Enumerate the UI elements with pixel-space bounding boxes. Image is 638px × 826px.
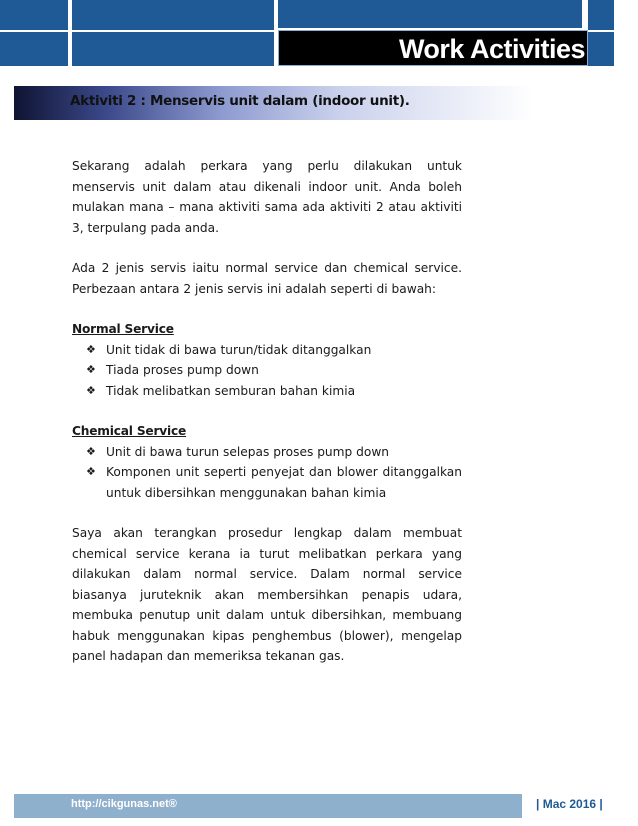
diamond-bullet-icon: ❖ <box>86 363 96 376</box>
chemical-service-heading: Chemical Service <box>72 424 187 438</box>
list-item <box>72 442 462 463</box>
footer-date: | Mac 2016 | <box>536 797 603 811</box>
header-block <box>0 0 68 30</box>
paragraph-procedure: Saya akan terangkan prosedur lengkap dalam membuat chemical service kerana ia turut melibatkan perkara yang dilakukan dalam normal service. Dalam normal service biasanya juruteknik akan membersihkan penapis udara, membuka penutup unit dalam untuk dibersihkan, membuang habuk menggunakan kipas penghembus (blower), mengelap panel hadapan dan memeriksa tekanan gas. <box>72 526 462 663</box>
document-body <box>72 156 462 667</box>
diamond-bullet-icon: ❖ <box>86 383 96 397</box>
header-block <box>72 32 274 66</box>
page-title: Work Activities <box>398 34 585 64</box>
diamond-bullet-icon: ❖ <box>86 465 96 478</box>
list-item <box>72 340 462 361</box>
header-block <box>0 32 68 66</box>
page-header <box>0 0 638 72</box>
paragraph-intro: Sekarang adalah perkara yang perlu dilakukan untuk menservis unit dalam atau dikenali indoor unit. Anda boleh mulakan mana – mana aktiviti sama ada aktiviti 2 atau aktiviti 3, terpulang pada anda. <box>72 159 462 235</box>
list-item-text: Unit di bawa turun selepas proses pump down <box>106 444 390 459</box>
header-block <box>72 0 274 30</box>
diamond-bullet-icon: ❖ <box>86 342 96 356</box>
diamond-bullet-icon: ❖ <box>86 444 96 458</box>
list-item-text: Komponen unit seperti penyejat dan blower ditanggalkan untuk dibersihkan menggunakan bahan kimia <box>106 465 462 500</box>
footer-url[interactable]: http://cikgunas.net® <box>71 798 177 810</box>
section-title: Aktiviti 2 : Menservis unit dalam (indoor unit). <box>70 93 410 109</box>
title-banner <box>278 30 588 66</box>
list-item-text: Tidak melibatkan semburan bahan kimia <box>106 383 356 398</box>
chemical-service-list <box>72 442 462 504</box>
list-item <box>72 360 462 381</box>
list-item <box>72 381 462 402</box>
header-block <box>278 0 582 28</box>
list-item <box>72 462 462 503</box>
normal-service-heading: Normal Service <box>72 322 174 336</box>
list-item-text: Unit tidak di bawa turun/tidak ditanggalkan <box>106 342 372 357</box>
list-item-text: Tiada proses pump down <box>106 363 259 377</box>
normal-service-list <box>72 340 462 402</box>
header-block <box>588 32 614 66</box>
header-block <box>588 0 614 30</box>
paragraph-types: Ada 2 jenis servis iaitu normal service dan chemical service. Perbezaan antara 2 jenis servis ini adalah seperti di bawah: <box>72 261 462 296</box>
